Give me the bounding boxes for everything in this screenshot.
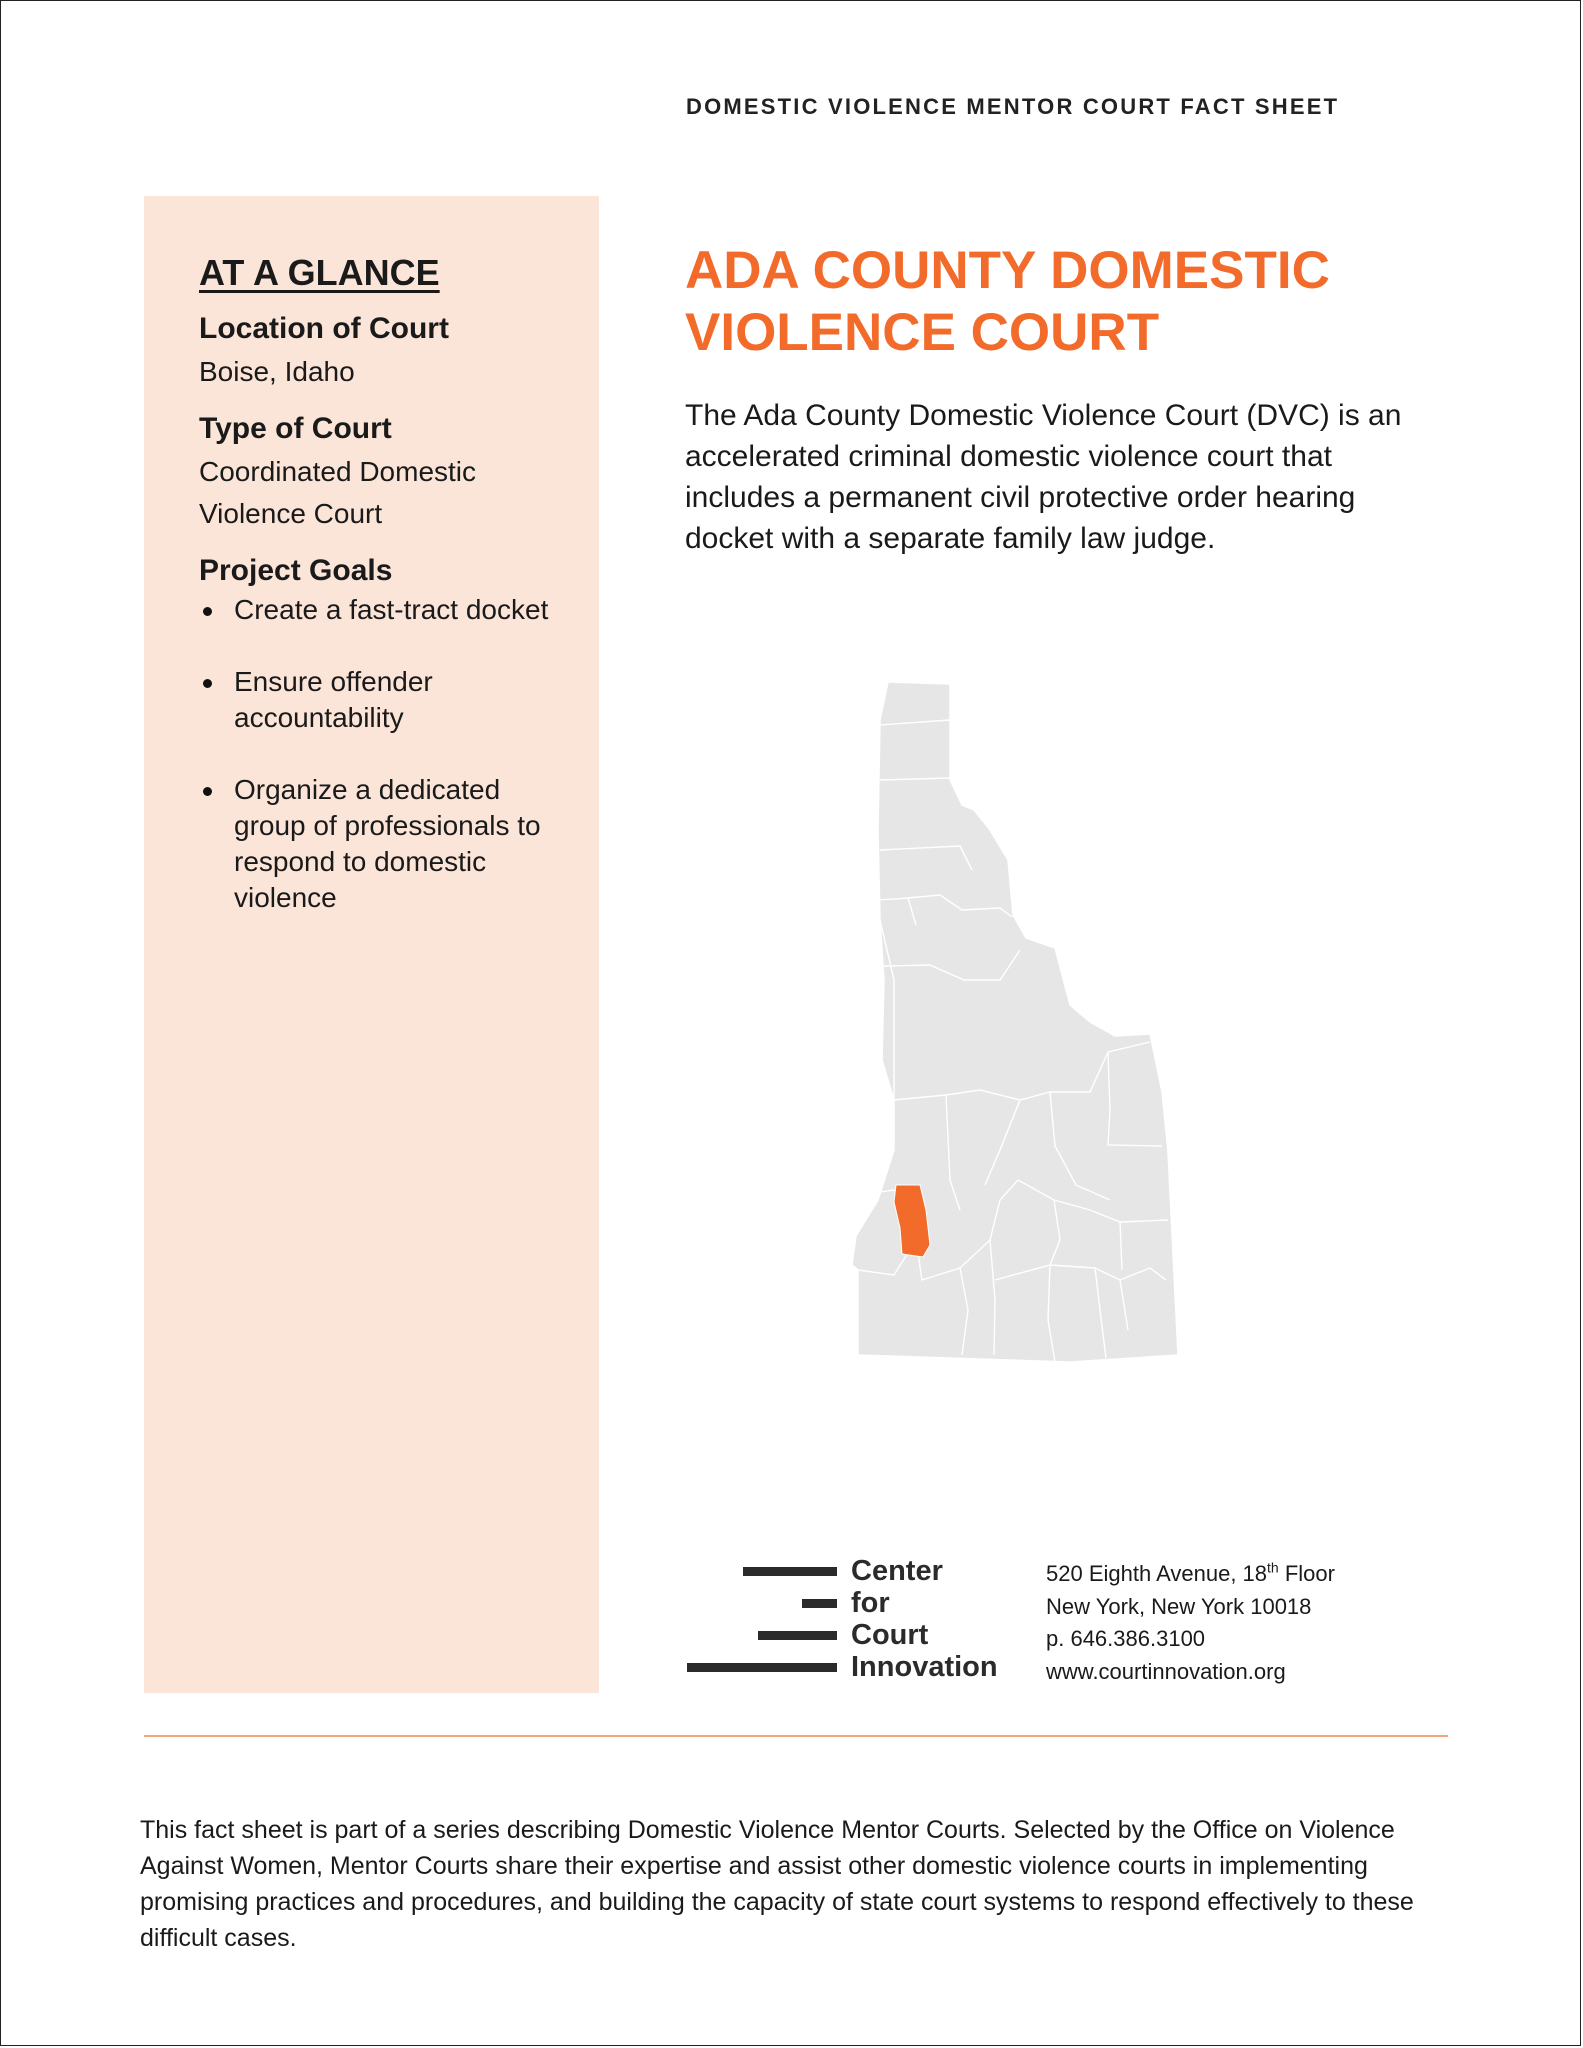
logo-word-innovation: Innovation bbox=[851, 1651, 998, 1683]
logo-word-center: Center bbox=[851, 1555, 943, 1587]
phone-line: p. 646.386.3100 bbox=[1046, 1626, 1206, 1651]
website-link[interactable]: www.courtinnovation.org bbox=[1046, 1658, 1286, 1684]
fact-sheet-header: DOMESTIC VIOLENCE MENTOR COURT FACT SHEET bbox=[686, 94, 1340, 119]
logo-word-for: for bbox=[851, 1587, 890, 1619]
logo-bar bbox=[802, 1599, 837, 1608]
logo-bar bbox=[758, 1631, 837, 1640]
idaho-state-outline bbox=[852, 682, 1178, 1362]
at-a-glance-title: AT A GLANCE bbox=[199, 252, 440, 293]
court-type-label: Type of Court bbox=[199, 412, 392, 445]
logo-bar bbox=[743, 1567, 837, 1576]
location-value: Boise, Idaho bbox=[199, 356, 355, 387]
goal-item: Organize a dedicated group of professionals to respond to domestic violence bbox=[199, 772, 569, 916]
address-line: 520 Eighth Avenue, 18th Floor bbox=[1046, 1559, 1335, 1586]
goal-item: Create a fast-tract docket bbox=[199, 592, 569, 628]
logo-bar bbox=[687, 1663, 837, 1672]
cci-logo bbox=[685, 1555, 1015, 1685]
footer-note: This fact sheet is part of a series describing Domestic Violence Mentor Courts. Selected by the Office on Violence Against Women, Mentor Courts share their expertise and assist other domestic violence courts in implementing promising practices and procedures, and building the capacity of state court systems to respond effectively to these difficult cases. bbox=[140, 1816, 1414, 1952]
project-goals-list bbox=[199, 592, 569, 952]
location-label: Location of Court bbox=[199, 312, 449, 345]
logo-word-court: Court bbox=[851, 1619, 929, 1651]
goal-item: Ensure offender accountability bbox=[199, 664, 569, 736]
idaho-state-shape bbox=[852, 682, 1178, 1362]
city-line: New York, New York 10018 bbox=[1046, 1593, 1312, 1619]
divider-rule bbox=[144, 1735, 1448, 1737]
contact-block bbox=[1046, 1558, 1335, 1688]
project-goals-label: Project Goals bbox=[199, 554, 393, 587]
court-title: ADA COUNTY DOMESTIC VIOLENCE COURT bbox=[685, 241, 1330, 362]
idaho-county-map bbox=[850, 680, 1300, 1370]
court-description: The Ada County Domestic Violence Court (DVC) is an accelerated criminal domestic violence court that includes a permanent civil protective order hearing docket with a separate family law judge. bbox=[685, 399, 1402, 555]
court-type-value: Coordinated Domestic Violence Court bbox=[199, 456, 477, 529]
